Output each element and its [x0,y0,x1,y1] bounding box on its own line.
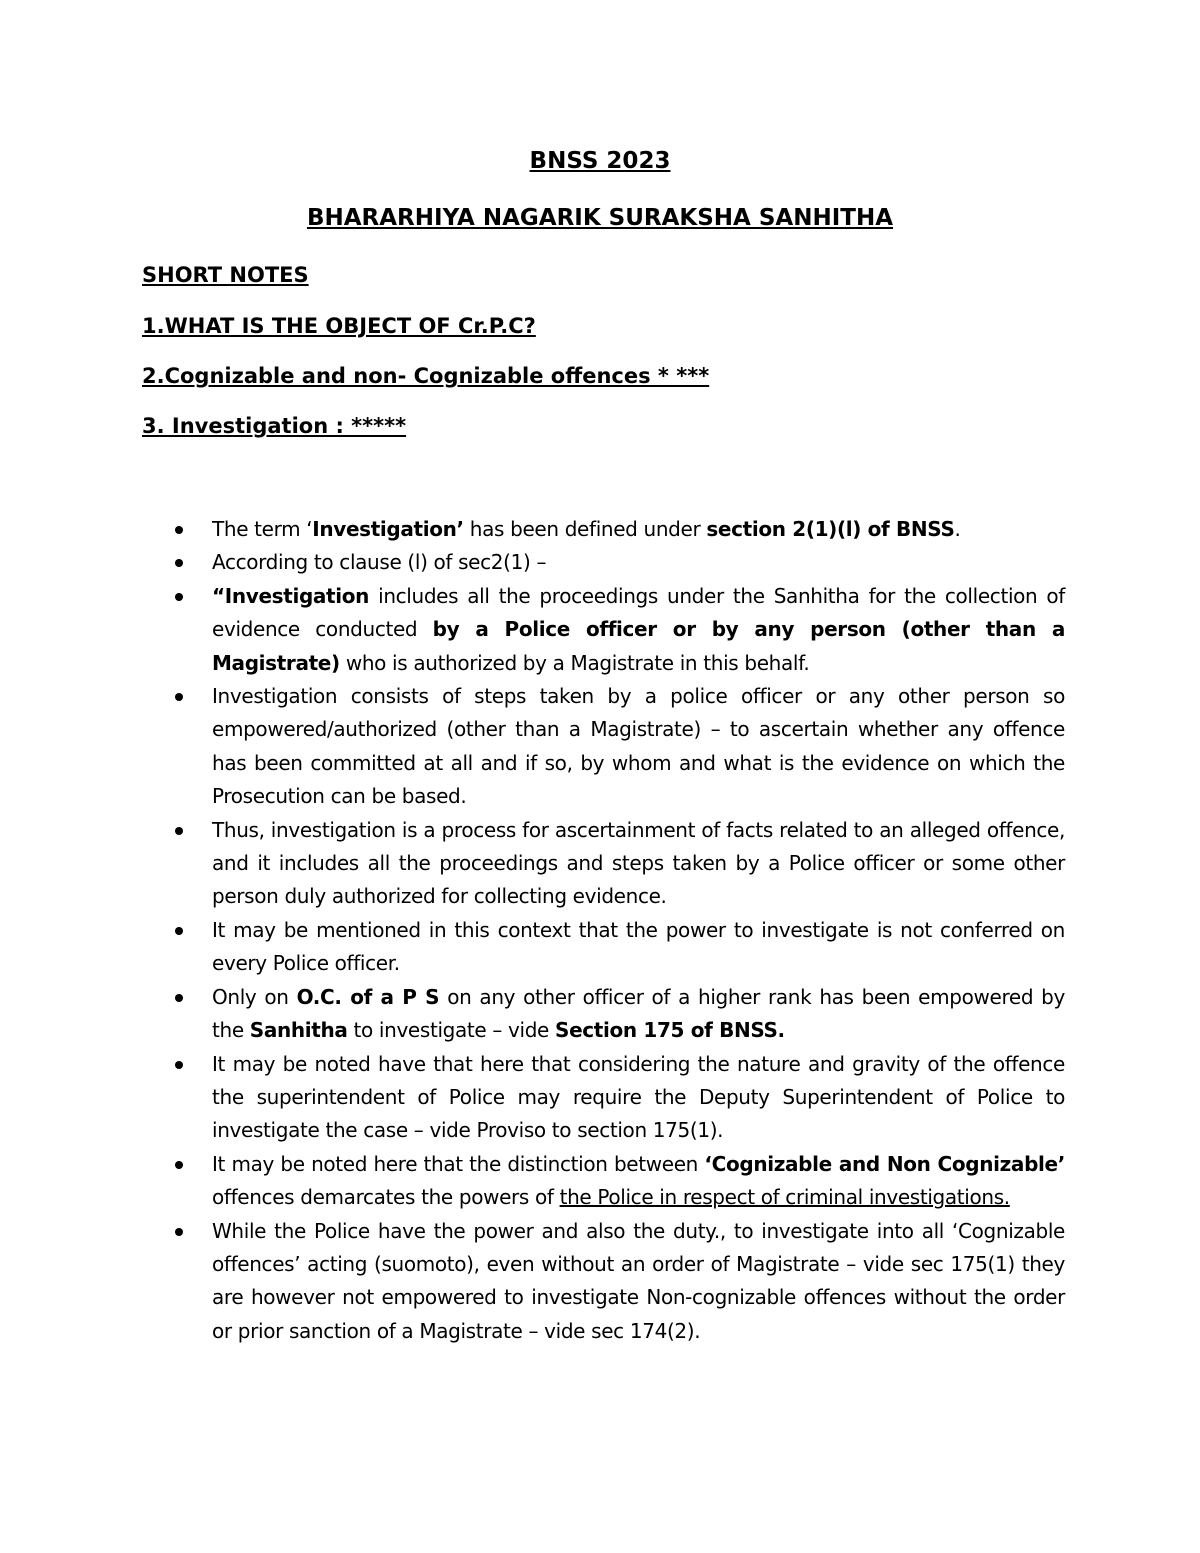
bullet-bold-text: ‘Cognizable and Non Cognizable’ [704,1151,1065,1176]
bullet-item [175,1148,1065,1215]
bullet-text: who is authorized by a Magistrate in this behalf. [339,650,810,675]
bullet-item [175,580,1065,680]
question-2: 2.Cognizable and non- Cognizable offences * *** [142,364,710,388]
bullet-bold-text: Investigation’ [312,517,464,541]
bullet-item [175,1048,1065,1148]
bullet-text: Thus, investigation is a process for ascertainment of facts related to an alleged offence, and it includes all the proceedings and steps taken by a Police officer or some other person duly authorized for collecting evidence. [212,817,1065,909]
bullet-text: It may be noted have that here that considering the nature and gravity of the offence the superintendent of Police may require the Deputy Superintendent of Police to investigate the case – vide Proviso to section 175(1). [212,1051,1065,1143]
document-title: BNSS 2023 [529,148,671,174]
bullet-bold-text: by a Police officer or by any person (other than a Magistrate) [212,617,1065,675]
bullet-text: While the Police have the power and also the duty., to investigate into all ‘Cognizable offences’ acting (suomoto), even without an order of Magistrate – vide sec 175(1) they are however not empowered to investigate Non-cognizable offences without the order or prior sanction of a Magistrate – vide sec 174(2). [212,1218,1065,1343]
bullet-text: It may be noted here that the distinction between [212,1151,705,1176]
bullet-text: Only on [212,984,297,1009]
bullet-bold-text: O.C. of a P S [296,984,440,1009]
question-3: 3. Investigation : ***** [142,414,407,438]
bullet-underlined-text: the Police in respect of criminal investigations. [559,1185,1010,1210]
bullet-text: According to clause (l) of sec2(1) – [212,550,547,575]
bullet-item [175,814,1065,914]
bullet-text: to investigate – vide [347,1018,556,1043]
bullet-text: Investigation consists of steps taken by a police officer or any other person so empowered/authorized (other than a Magistrate) – to ascertain whether any offence has been committed at all and if so, by whom and what is the evidence on which the Prosecution can be based. [212,684,1065,809]
bullet-item [175,981,1065,1048]
bullet-text: offences demarcates the powers of [212,1185,560,1210]
bullet-item [175,914,1065,981]
investigation-bullet-list [175,513,1065,1348]
section-label: SHORT NOTES [142,263,309,287]
document-subtitle: BHARARHIYA NAGARIK SURAKSHA SANHITHA [306,205,894,231]
bullet-bold-text: Section 175 of BNSS. [555,1018,785,1043]
bullet-item [175,513,1065,546]
bullet-bold-text: “Investigation [212,583,370,608]
question-1: 1.WHAT IS THE OBJECT OF Cr.P.C? [142,314,536,338]
bullet-item [175,680,1065,814]
bullet-text: has been defined under [463,517,707,541]
bullet-text: on any other officer of a higher rank has been empowered by the [212,984,1065,1043]
bullet-item [175,546,1065,579]
bullet-bold-text: Sanhitha [249,1018,348,1043]
bullet-text: includes all the proceedings under the Sanhitha for the collection of evidence conducted [212,583,1065,642]
bullet-item [175,1215,1065,1349]
bullet-text: . [954,517,961,541]
bullet-bold-text: section 2(1)(l) of BNSS [706,517,955,541]
bullet-text: It may be mentioned in this context that the power to investigate is not conferred on every Police officer. [212,917,1065,976]
bullet-text: The term ‘ [212,517,313,541]
